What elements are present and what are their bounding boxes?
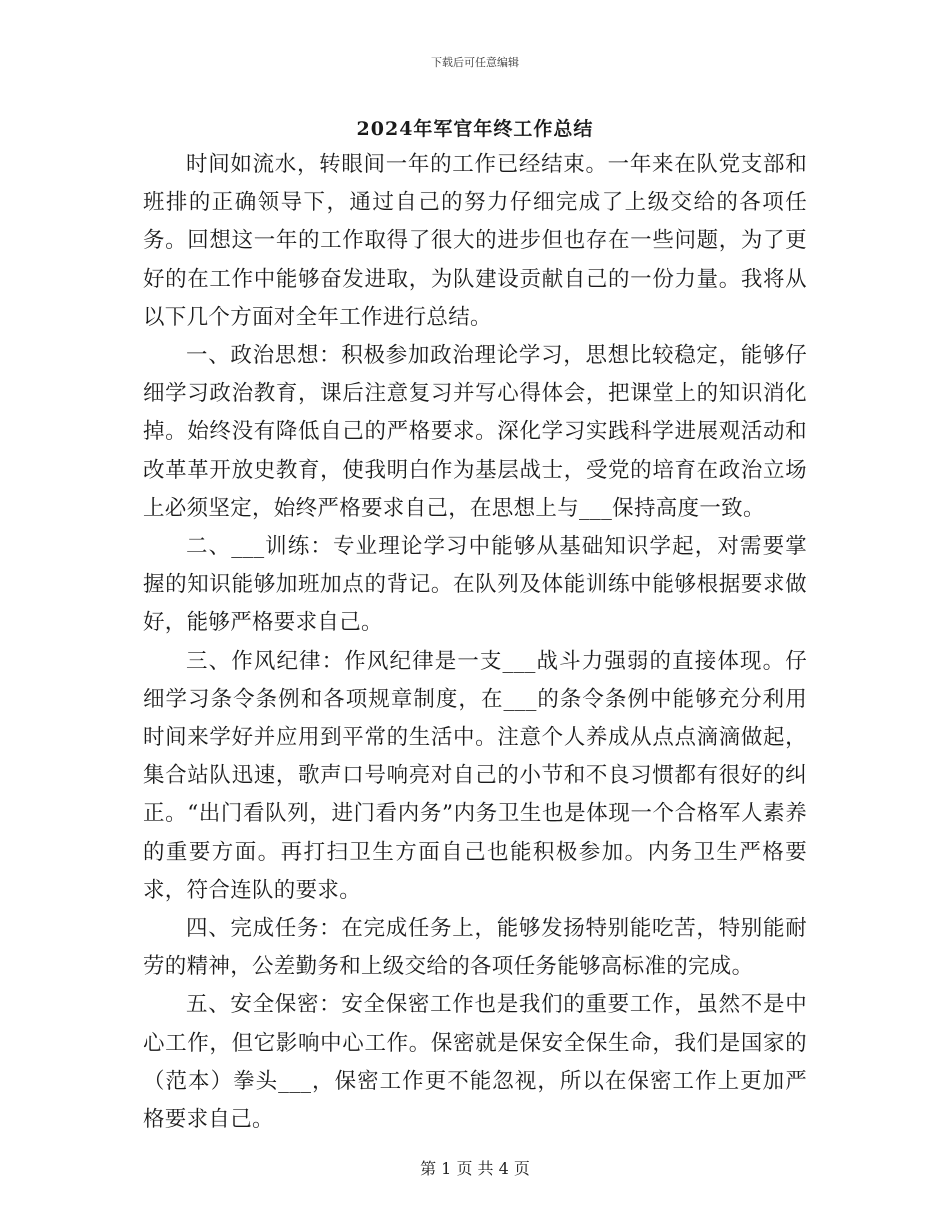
paragraph-intro: 时间如流水，转眼间一年的工作已经结束。一年来在队党支部和班排的正确领导下，通过自己的努力仔细完成了上级交给的各项任务。回想这一年的工作取得了很大的进步但也存在一些问题，为了更好的在工作中能够奋发进取，为队建设贡献自己的一份力量。我将从以下几个方面对全年工作进行总结。 bbox=[143, 152, 807, 330]
paragraph-tasks: 四、完成任务：在完成任务上，能够发扬特别能吃苦，特别能耐劳的精神，公差勤务和上级交给的各项任务能够高标准的完成。 bbox=[143, 916, 807, 980]
paragraph-training: 二、___训练：专业理论学习中能够从基础知识学起，对需要掌握的知识能够加班加点的背记。在队列及体能训练中能够根据要求做好，能够严格要求自己。 bbox=[143, 534, 807, 636]
document-body bbox=[143, 146, 807, 1139]
page-number: 第 1 页 共 4 页 bbox=[420, 1159, 530, 1178]
page-header-note: 下载后可任意编辑 bbox=[431, 56, 519, 69]
paragraph-security: 五、安全保密：安全保密工作也是我们的重要工作，虽然不是中心工作，但它影响中心工作。保密就是保安全保生命，我们是国家的（范本）拳头___，保密工作更不能忽视，所以在保密工作上更加严格要求自己。 bbox=[143, 992, 807, 1133]
document-title: 2024年军官年终工作总结 bbox=[356, 118, 594, 140]
paragraph-political-thought: 一、政治思想：积极参加政治理论学习，思想比较稳定，能够仔细学习政治教育，课后注意复习并写心得体会，把课堂上的知识消化掉。始终没有降低自己的严格要求。深化学习实践科学进展观活动和改革革开放史教育，使我明白作为基层战士，受党的培育在政治立场上必须坚定，始终严格要求自己，在思想上与___保持高度一致。 bbox=[143, 343, 807, 521]
paragraph-discipline: 三、作风纪律：作风纪律是一支___战斗力强弱的直接体现。仔细学习条令条例和各项规章制度，在___的条令条例中能够充分利用时间来学好并应用到平常的生活中。注意个人养成从点点滴滴做起，集合站队迅速，歌声口号响亮对自己的小节和不良习惯都有很好的纠正。“出门看队列，进门看内务”内务卫生也是体现一个合格军人素养的重要方面。再打扫卫生方面自己也能积极参加。内务卫生严格要求，符合连队的要求。 bbox=[143, 648, 807, 903]
